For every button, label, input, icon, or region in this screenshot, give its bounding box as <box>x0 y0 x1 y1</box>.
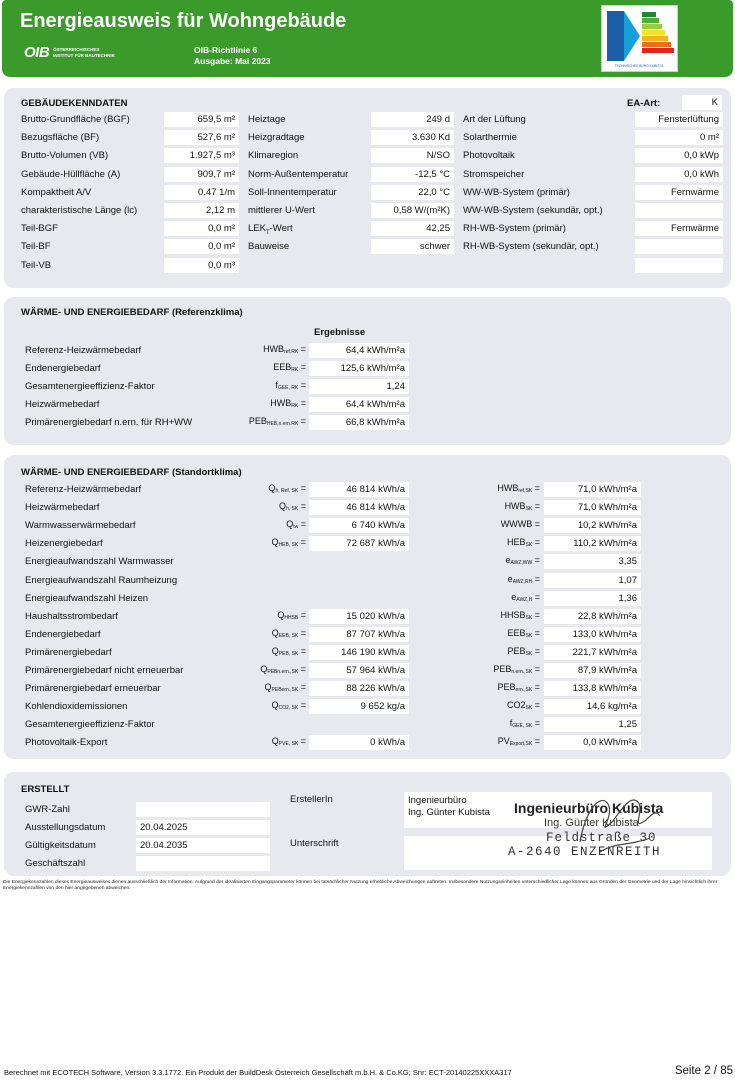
gb-value: 0,58 W/(m²K) <box>371 203 454 218</box>
sk-label: Heizwärmebedarf <box>25 502 100 514</box>
gb-value: 1.927,5 m³ <box>164 148 239 163</box>
sk-symbol-specific: $CO2_{SK}$ = <box>507 700 540 712</box>
sk-label: Haushaltsstrombedarf <box>25 610 118 622</box>
gb-value: 0,0 m² <box>164 221 239 236</box>
ref-label: Heizwärmebedarf <box>25 399 100 410</box>
gb-value: 659,5 m² <box>164 112 239 127</box>
ea-art-label: EA-Art: <box>627 98 661 109</box>
gb-value: 22,0 °C <box>371 185 454 200</box>
oib-logo-mark: OIB <box>24 44 50 61</box>
sk-value-specific: 1,36 <box>544 591 641 606</box>
section-title-referenz: WÄRME- UND ENERGIEBEDARF (Referenzklima) <box>21 307 243 318</box>
gb-label: Teil-BF <box>21 241 51 253</box>
guideline-edition: Ausgabe: Mai 2023 <box>194 56 271 66</box>
sk-value-specific: 71,0 kWh/m²a <box>544 482 641 497</box>
gb-label: Bauweise <box>248 241 290 253</box>
sk-symbol-total: $Q_{PEBern.,SK}$ = <box>264 682 306 694</box>
ea-art-value: K <box>682 95 722 110</box>
gb-label: RH-WB-System (sekundär, opt.) <box>463 241 599 253</box>
sk-value-specific: 0,0 kWh/m²a <box>544 735 641 750</box>
ref-label: Primärenergiebedarf n.ern. für RH+WW <box>25 417 193 428</box>
gb-value: schwer <box>371 239 454 254</box>
sk-symbol-specific: $e_{AWZ,H}$ = <box>511 591 540 603</box>
sk-symbol-specific: $HEB_{SK}$ = <box>507 537 540 549</box>
ref-symbol: $f_{GEE, RK}$ = <box>275 380 306 391</box>
sk-value-total: 6 740 kWh/a <box>309 518 409 533</box>
gb-label: Kompaktheit A/V <box>21 186 92 198</box>
sk-symbol-specific: $e_{AWZ,WW}$ = <box>505 555 540 567</box>
gb-value: 249 d <box>371 112 454 127</box>
gb-label: WW-WB-System (sekundär, opt.) <box>463 205 603 216</box>
gb-value: Fernwärme <box>635 221 723 236</box>
gb-value: N/SO <box>371 148 454 163</box>
sk-value-total: 88 226 kWh/a <box>309 681 409 696</box>
gb-value-empty <box>635 258 723 273</box>
sk-symbol-specific: $PV_{Export,SK}$ = <box>497 736 540 748</box>
gb-value: 0,47 1/m <box>164 185 239 200</box>
sk-symbol-specific: $PEB_{ern.,SK}$ = <box>497 682 540 694</box>
gb-label: Brutto-Volumen (VB) <box>21 150 109 162</box>
gb-value <box>635 239 723 254</box>
sk-value-total: 57 964 kWh/a <box>309 663 409 678</box>
software-footer: Berechnet mit ECOTECH Software, Version 3.3.1772. Ein Produkt der BuildDesk Österreich Gesellschaft m.b.H. & Co.KG; Snr: ECT-20140225XXXA317 <box>4 1068 512 1077</box>
sk-symbol-specific: $HWB_{ref,SK}$ = <box>497 483 540 494</box>
sk-symbol-total: $Q_{CO2, SK}$ = <box>271 700 306 712</box>
stamp-line3: Feldstraße 30 <box>546 831 657 845</box>
sk-symbol-total: $Q_{h, Ref, SK}$ = <box>268 483 306 494</box>
sk-label: Endenergiebedarf <box>25 628 101 640</box>
gb-label: $LEK_T$-Wert <box>248 223 293 237</box>
erstellt-value <box>136 856 270 871</box>
erstellt-value: 20.04.2025 <box>136 820 270 835</box>
erstellt-label: Ausstellungsdatum <box>25 822 106 833</box>
gb-label: Solarthermie <box>463 132 517 144</box>
stamp-line1: Ingenieurbüro Kubista <box>514 800 664 816</box>
ref-symbol: $EEB_{RK}$ = <box>273 362 306 373</box>
stamp-line2: Ing. Günter Kubista <box>544 817 639 829</box>
panel-gebaeudekenndaten <box>4 88 731 288</box>
gb-label: Photovoltaik <box>463 150 515 162</box>
sk-value-specific: 10,2 kWh/m²a <box>544 518 641 533</box>
erstellt-label: Geschäftszahl <box>25 858 86 869</box>
sk-label: Primärenergiebedarf erneuerbar <box>25 683 161 695</box>
signature-scribble <box>560 782 670 862</box>
sk-value-total: 15 020 kWh/a <box>309 609 409 624</box>
section-title-erstellt: ERSTELLT <box>21 784 70 795</box>
ref-value: 64,4 kWh/m²a <box>309 397 409 412</box>
gb-value <box>635 203 723 218</box>
sk-symbol-specific: $PEB_{SK}$ = <box>507 645 540 657</box>
sk-value-total: 0 kWh/a <box>309 735 409 750</box>
ref-symbol: $PEB_{HEB,n.ern.RK}$ = <box>248 416 306 427</box>
disclaimer-footnote: Die Energiekennzahlen dieses Energieausweises dienen ausschließlich der Information. Aufgrund der idealisierten Eingangsparameter können bei tatsächlicher Nutzung erhebliche Abweichungen auftreten. Insbesondere Nutzungseinheiten unterschiedlicher Lage können aus Gründen der Geometrie und der Lage hinsichtlich ihrer Energiekennzahlen von den hier angegebenen abweichen. <box>3 880 718 892</box>
ref-label: Endenergiebedarf <box>25 363 101 374</box>
sk-value-specific: 3,35 <box>544 554 641 569</box>
energy-scale-icon <box>602 6 677 71</box>
ref-symbol: $HWB_{ref,RK}$ = <box>263 344 306 355</box>
sk-symbol-total: $Q_{PEB, SK}$ = <box>271 645 306 657</box>
sk-value-specific: 110,2 kWh/m²a <box>544 536 641 551</box>
gb-label: charakteristische Länge (lc) <box>21 205 138 216</box>
gb-value: 0,0 m³ <box>164 258 239 273</box>
gb-value: 909,7 m² <box>164 167 239 182</box>
sk-value-total: 72 687 kWh/a <box>309 536 409 551</box>
sk-symbol-specific: $f_{GEE, SK}$ = <box>509 718 540 730</box>
unterschrift-label: Unterschrift <box>290 838 339 849</box>
page-number: Seite 2 / 85 <box>674 1065 733 1077</box>
sk-value-specific: 133,0 kWh/m²a <box>544 627 641 642</box>
gb-value: 0,0 m² <box>164 239 239 254</box>
gb-label: mittlerer U-Wert <box>248 205 315 216</box>
gb-value: 0,0 kWp <box>635 148 723 163</box>
gb-label: Art der Lüftung <box>463 114 526 125</box>
gb-value: 0,0 kWh <box>635 167 723 182</box>
gb-value: Fensterlüftung <box>635 112 723 127</box>
gb-label: Teil-BGF <box>21 223 58 235</box>
guideline-info <box>194 45 271 67</box>
sk-value-total: 9 652 kg/a <box>309 699 409 714</box>
sk-symbol-specific: $PEB_{n.ern.,SK}$ = <box>493 664 540 675</box>
sk-value-specific: 22,8 kWh/m²a <box>544 609 641 624</box>
erstellt-value <box>136 802 270 817</box>
sk-symbol-specific: $HHSB_{SK}$ = <box>500 609 540 621</box>
ersteller-line1: Ingenieurbüro <box>408 795 467 806</box>
sk-symbol-total: $Q_{EEB, SK}$ = <box>271 627 306 639</box>
gb-value: 3.630 Kd <box>371 130 454 145</box>
gb-label: Klimaregion <box>248 150 299 162</box>
gb-label: Teil-VB <box>21 259 52 271</box>
sk-label: Gesamtenergieeffizienz-Faktor <box>25 719 155 731</box>
gb-value: Fernwärme <box>635 185 723 200</box>
sk-label: Photovoltaik-Export <box>25 737 108 749</box>
ersteller-line2: Ing. Günter Kubista <box>408 807 490 818</box>
sk-label: Kohlendioxidemissionen <box>25 701 128 713</box>
sk-value-specific: 133,8 kWh/m²a <box>544 681 641 696</box>
sk-label: Primärenergiebedarf <box>25 646 112 658</box>
guideline-name: OIB-Richtlinie 6 <box>194 45 258 55</box>
sk-label: Energieaufwandszahl Warmwasser <box>25 556 174 568</box>
sk-value-specific: 71,0 kWh/m²a <box>544 500 641 515</box>
sk-value-specific: 1,07 <box>544 573 641 588</box>
sk-label: Warmwasserwärmebedarf <box>25 520 136 532</box>
ref-symbol: $HWB_{RK}$ = <box>270 398 306 409</box>
gb-label: Gebäude-Hüllfläche (A) <box>21 168 121 180</box>
panel-referenzklima <box>4 297 731 445</box>
ref-label: Referenz-Heizwärmebedarf <box>25 345 142 356</box>
sk-symbol-total: $Q_{HHSB}$ = <box>277 609 306 621</box>
gb-label: Heizgradtage <box>248 132 305 144</box>
sk-symbol-total: $Q_{HEB, SK}$ = <box>271 537 306 549</box>
document-title: Energieausweis für Wohngebäude <box>20 10 347 32</box>
kubista-energy-badge <box>601 5 678 72</box>
panel-standortklima <box>4 455 731 759</box>
sk-value-total: 46 814 kWh/a <box>309 482 409 497</box>
sk-symbol-total: $Q_{h, SK}$ = <box>278 501 306 513</box>
sk-label: Energieaufwandszahl Raumheizung <box>25 574 178 586</box>
gb-value: 2,12 m <box>164 203 239 218</box>
section-title-standort: WÄRME- UND ENERGIEBEDARF (Standortklima) <box>21 467 242 478</box>
gb-label: RH-WB-System (primär) <box>463 223 566 235</box>
sk-symbol-specific: WWWB = <box>500 519 540 530</box>
gb-label: Norm-Außentemperatur <box>248 168 349 180</box>
ref-value: 66,8 kWh/m²a <box>309 415 409 430</box>
results-header: Ergebnisse <box>314 327 366 338</box>
sk-symbol-total: $Q_{PEBn.ern.,SK}$ = <box>260 664 306 675</box>
sk-value-specific: 1,25 <box>544 717 641 732</box>
sk-symbol-specific: $HWB_{SK}$ = <box>504 501 540 513</box>
gb-label: Brutto-Grundfläche (BGF) <box>21 114 130 125</box>
oib-logo <box>24 44 115 61</box>
gb-value: 42,25 <box>371 221 454 236</box>
ref-value: 125,6 kWh/m²a <box>309 361 409 376</box>
sk-value-specific: 87,9 kWh/m²a <box>544 663 641 678</box>
sk-value-specific: 221,7 kWh/m²a <box>544 645 641 660</box>
ref-label: Gesamtenergieeffizienz-Faktor <box>25 381 155 392</box>
erstellt-label: Gültigkeitsdatum <box>25 840 96 851</box>
gb-label: Bezugsfläche (BF) <box>21 132 100 144</box>
gb-label: Stromspeicher <box>463 168 525 180</box>
oib-logo-text: ÖSTERREICHISCHES INSTITUT FÜR BAUTECHNIK <box>53 47 115 58</box>
sk-value-specific: 14,6 kg/m²a <box>544 699 641 714</box>
gb-label: Soll-Innentemperatur <box>248 186 337 198</box>
gb-value: -12,5 °C <box>371 167 454 182</box>
sk-label: Energieaufwandszahl Heizen <box>25 592 149 604</box>
svg-text:TECHNISCHES BÜRO KUBISTA: TECHNISCHES BÜRO KUBISTA <box>614 64 664 68</box>
ersteller-label: ErstellerIn <box>290 794 333 805</box>
document-header <box>2 0 733 77</box>
ref-value: 64,4 kWh/m²a <box>309 343 409 358</box>
sk-label: Heizenergiebedarf <box>25 538 103 550</box>
ref-value: 1,24 <box>309 379 409 394</box>
section-title-gebaeude: GEBÄUDEKENNDATEN <box>21 98 128 109</box>
gb-label: Heiztage <box>248 114 286 125</box>
gb-label: WW-WB-System (primär) <box>463 186 570 198</box>
sk-value-total: 87 707 kWh/a <box>309 627 409 642</box>
sk-label: Primärenergiebedarf nicht erneuerbar <box>25 665 184 676</box>
sk-symbol-specific: $e_{AWZ,RH}$ = <box>507 573 540 585</box>
erstellt-label: GWR-Zahl <box>25 804 70 815</box>
sk-value-total: 146 190 kWh/a <box>309 645 409 660</box>
sk-symbol-total: $Q_{tw}$ = <box>286 519 306 531</box>
sk-symbol-total: $Q_{PVE, SK}$ = <box>271 736 306 748</box>
gb-value: 0 m² <box>635 130 723 145</box>
gb-value: 527,6 m² <box>164 130 239 145</box>
sk-symbol-specific: $EEB_{SK}$ = <box>507 627 540 639</box>
stamp-line4: A-2640 ENZENREITH <box>508 845 662 859</box>
sk-label: Referenz-Heizwärmebedarf <box>25 484 142 495</box>
erstellt-value: 20.04.2035 <box>136 838 270 853</box>
sk-value-total: 46 814 kWh/a <box>309 500 409 515</box>
